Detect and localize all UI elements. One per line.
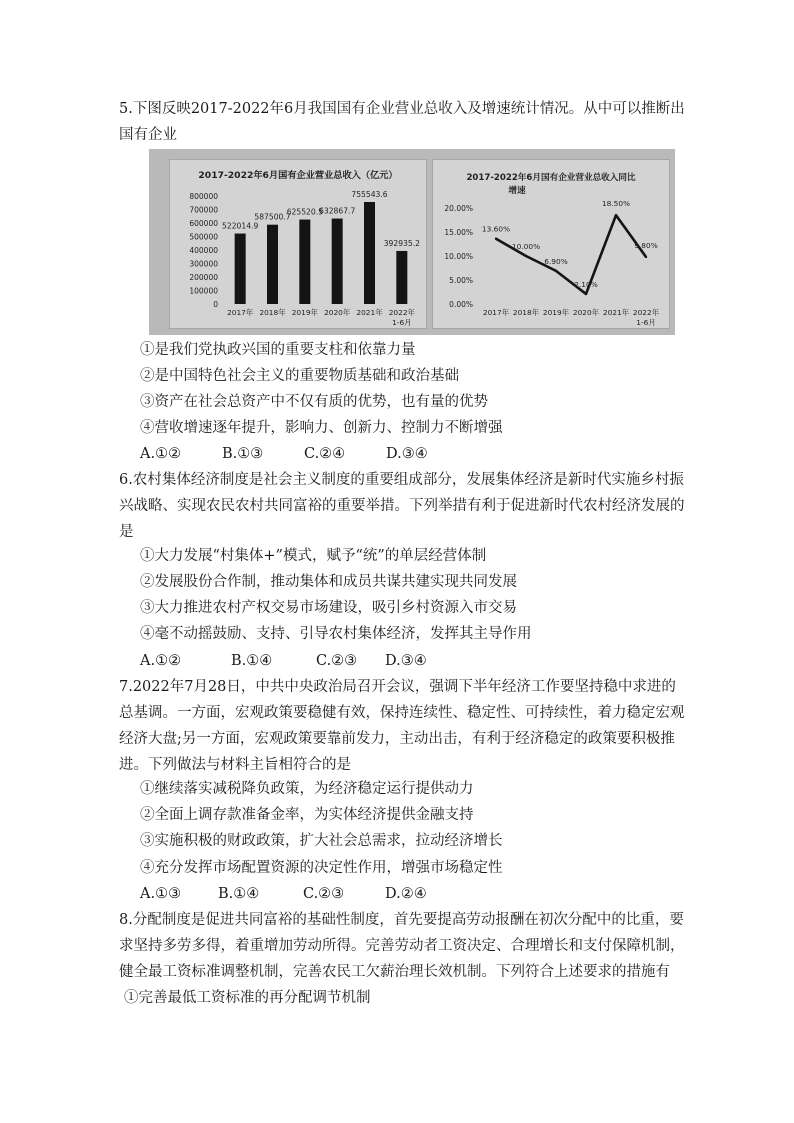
bar-chart-title: 2017-2022年6月国有企业营业总收入（亿元） — [198, 170, 398, 181]
revenue-bar — [267, 225, 278, 304]
bar-y-tick-label: 0 — [213, 300, 218, 309]
revenue-bar — [299, 220, 310, 304]
bar-x-tick-label: 2022年 — [388, 308, 415, 317]
revenue-bar-chart — [170, 160, 426, 328]
q5-choice-c: C.②④ — [304, 446, 346, 462]
line-x-tick-label: 2020年 — [572, 308, 600, 317]
bar-y-tick-label: 200000 — [189, 273, 218, 282]
line-y-tick-label: 0.00% — [449, 300, 473, 309]
line-value-label: 9.80% — [634, 240, 658, 250]
q5-stem-line-1: 5.下图反映2017-2022年6月我国国有企业营业总收入及增速统计情况。从中可以推断出 — [119, 101, 685, 117]
q7-stem-line-1: 7.2022年7月28日，中共中央政治局召开会议，强调下半年经济工作要坚持稳中求进的 — [119, 679, 676, 695]
line-y-tick-label: 20.00% — [444, 204, 473, 213]
line-y-tick-label: 15.00% — [444, 228, 473, 237]
line-x-tick-label: 2017年 — [482, 308, 510, 317]
q6-option-3: ③大力推进农村产权交易市场建设，吸引乡村资源入市交易 — [140, 600, 517, 616]
growth-data-point — [645, 256, 647, 258]
q7-option-3: ③实施积极的财政政策，扩大社会总需求，拉动经济增长 — [140, 833, 503, 849]
growth-data-point — [615, 214, 617, 216]
growth-data-point — [555, 270, 557, 272]
bar-y-tick-label: 800000 — [189, 192, 218, 201]
q6-option-4: ④毫不动摇鼓励、支持、引导农村集体经济，发挥其主导作用 — [140, 626, 532, 642]
bar-y-tick-label: 100000 — [189, 286, 218, 296]
q7-choice-b: B.①④ — [218, 886, 260, 902]
growth-data-point — [495, 238, 497, 240]
q6-stem-line-2: 兴战略、实现农民农村共同富裕的重要举措。下列举措有利于促进新时代农村经济发展的 — [119, 498, 685, 514]
line-x-tick-label: 2019年 — [542, 308, 570, 317]
bar-value-label: 392935.2 — [383, 238, 420, 248]
q6-choices — [140, 648, 427, 674]
q7-choice-a: A.①③ — [140, 886, 182, 902]
line-x-tick-label: 2021年 — [602, 308, 630, 317]
growth-line-chart — [433, 160, 669, 328]
q6-stem-line-1: 6.农村集体经济制度是社会主义制度的重要组成部分，发展集体经济是新时代实施乡村振 — [119, 472, 684, 488]
q5-option-3: ③资产在社会总资产中不仅有质的优势，也有量的优势 — [140, 394, 488, 410]
growth-data-point — [525, 255, 527, 257]
q5-option-1: ①是我们党执政兴国的重要支柱和依靠力量 — [140, 342, 416, 358]
question-5-stem — [119, 96, 699, 148]
q6-option-1: ①大力发展“村集体+”模式，赋予“统”的单层经营体制 — [140, 548, 487, 564]
q8-stem-line-3: 健全最工资标准调整机制，完善农民工欠薪治理长效机制。下列符合上述要求的措施有 — [119, 964, 670, 980]
growth-line-chart-panel — [432, 159, 670, 329]
growth-series-line — [496, 215, 646, 294]
revenue-bar — [364, 202, 375, 304]
bar-x-tick-label: 2020年 — [324, 308, 351, 317]
bar-x-tick-label: 2018年 — [259, 308, 286, 317]
q8-stem-line-1: 8.分配制度是促进共同富裕的基础性制度，首先要提高劳动报酬在初次分配中的比重，要 — [119, 912, 684, 928]
q5-option-2: ②是中国特色社会主义的重要物质基础和政治基础 — [140, 368, 459, 384]
question-7-stem — [119, 674, 699, 778]
line-y-tick-label: 5.00% — [449, 276, 473, 285]
line-x-tick-label: 1-6月 — [636, 318, 656, 327]
q5-choices — [140, 441, 428, 467]
bar-x-tick-label: 2021年 — [356, 308, 383, 317]
bar-y-tick-label: 400000 — [189, 246, 218, 255]
q7-choice-d: D.②④ — [385, 886, 427, 902]
bar-x-tick-label: 1-6月 — [392, 318, 412, 327]
line-value-label: 10.00% — [511, 242, 541, 251]
bar-y-tick-label: 700000 — [189, 205, 218, 215]
q5-option-4: ④营收增速逐年提升，影响力、创新力、控制力不断增强 — [140, 420, 503, 436]
line-value-label: 13.60% — [481, 224, 511, 234]
bar-x-tick-label: 2017年 — [227, 308, 254, 317]
q5-stem-line-2: 国有企业 — [119, 127, 177, 143]
bar-y-tick-label: 300000 — [189, 259, 218, 269]
q6-choice-c: C.②③ — [316, 653, 358, 669]
question-6-stem — [119, 467, 699, 545]
q6-choice-b: B.①④ — [231, 653, 273, 669]
bar-value-label: 522014.9 — [222, 221, 259, 231]
q7-option-2: ②全面上调存款准备金率，为实体经济提供金融支持 — [140, 807, 474, 823]
q8-option-1: ①完善最低工资标准的再分配调节机制 — [124, 990, 371, 1006]
q7-stem-line-2: 总基调。一方面，宏观政策要稳健有效，保持连续性、稳定性、可持续性，着力稳定宏观 — [119, 705, 685, 721]
line-chart-title-line-2: 增速 — [508, 186, 526, 196]
q5-choice-d: D.③④ — [386, 446, 428, 462]
revenue-bar — [396, 251, 407, 304]
q6-option-2: ②发展股份合作制，推动集体和成员共谋共建实现共同发展 — [140, 574, 517, 590]
q7-stem-line-3: 经济大盘;另一方面，宏观政策要靠前发力，主动出击，有利于经济稳定的政策要积极推 — [119, 731, 675, 747]
q6-stem-line-3: 是 — [119, 524, 134, 540]
bar-value-label: 632867.7 — [319, 206, 356, 216]
bar-value-label: 755543.6 — [351, 190, 388, 200]
revenue-bar — [332, 219, 343, 304]
question-8-stem — [119, 907, 699, 985]
q7-stem-line-4: 进。下列做法与材料主旨相符合的是 — [119, 757, 351, 773]
q7-option-1: ①继续落实减税降负政策，为经济稳定运行提供动力 — [140, 781, 474, 797]
line-value-label: 2.10% — [574, 279, 598, 289]
line-chart-title-line-1: 2017-2022年6月国有企业营业总收入同比 — [466, 173, 636, 183]
q5-choice-b: B.①③ — [222, 446, 264, 462]
line-value-label: 6.90% — [544, 256, 568, 266]
line-y-tick-label: 10.00% — [444, 252, 473, 261]
line-x-tick-label: 2018年 — [512, 308, 540, 317]
bar-value-label: 625520.5 — [286, 207, 323, 217]
q5-figure — [149, 149, 675, 335]
bar-y-tick-label: 600000 — [189, 219, 218, 228]
revenue-bar-chart-panel — [169, 159, 427, 329]
q6-choice-a: A.①② — [140, 653, 182, 669]
q5-choice-a: A.①② — [140, 446, 182, 462]
bar-value-label: 587500.7 — [254, 212, 291, 222]
growth-data-point — [585, 293, 587, 295]
bar-x-tick-label: 2019年 — [291, 308, 318, 317]
q7-choice-c: C.②③ — [303, 886, 345, 902]
bar-y-tick-label: 500000 — [189, 232, 218, 242]
q7-choices — [140, 881, 427, 907]
line-value-label: 18.50% — [601, 199, 631, 209]
q7-option-4: ④充分发挥市场配置资源的决定性作用，增强市场稳定性 — [140, 860, 503, 876]
q6-choice-d: D.③④ — [385, 653, 427, 669]
line-x-tick-label: 2022年 — [632, 308, 660, 317]
revenue-bar — [235, 234, 246, 304]
q8-stem-line-2: 求坚持多劳多得，着重增加劳动所得。完善劳动者工资决定、合理增长和支付保障机制， — [119, 938, 685, 954]
